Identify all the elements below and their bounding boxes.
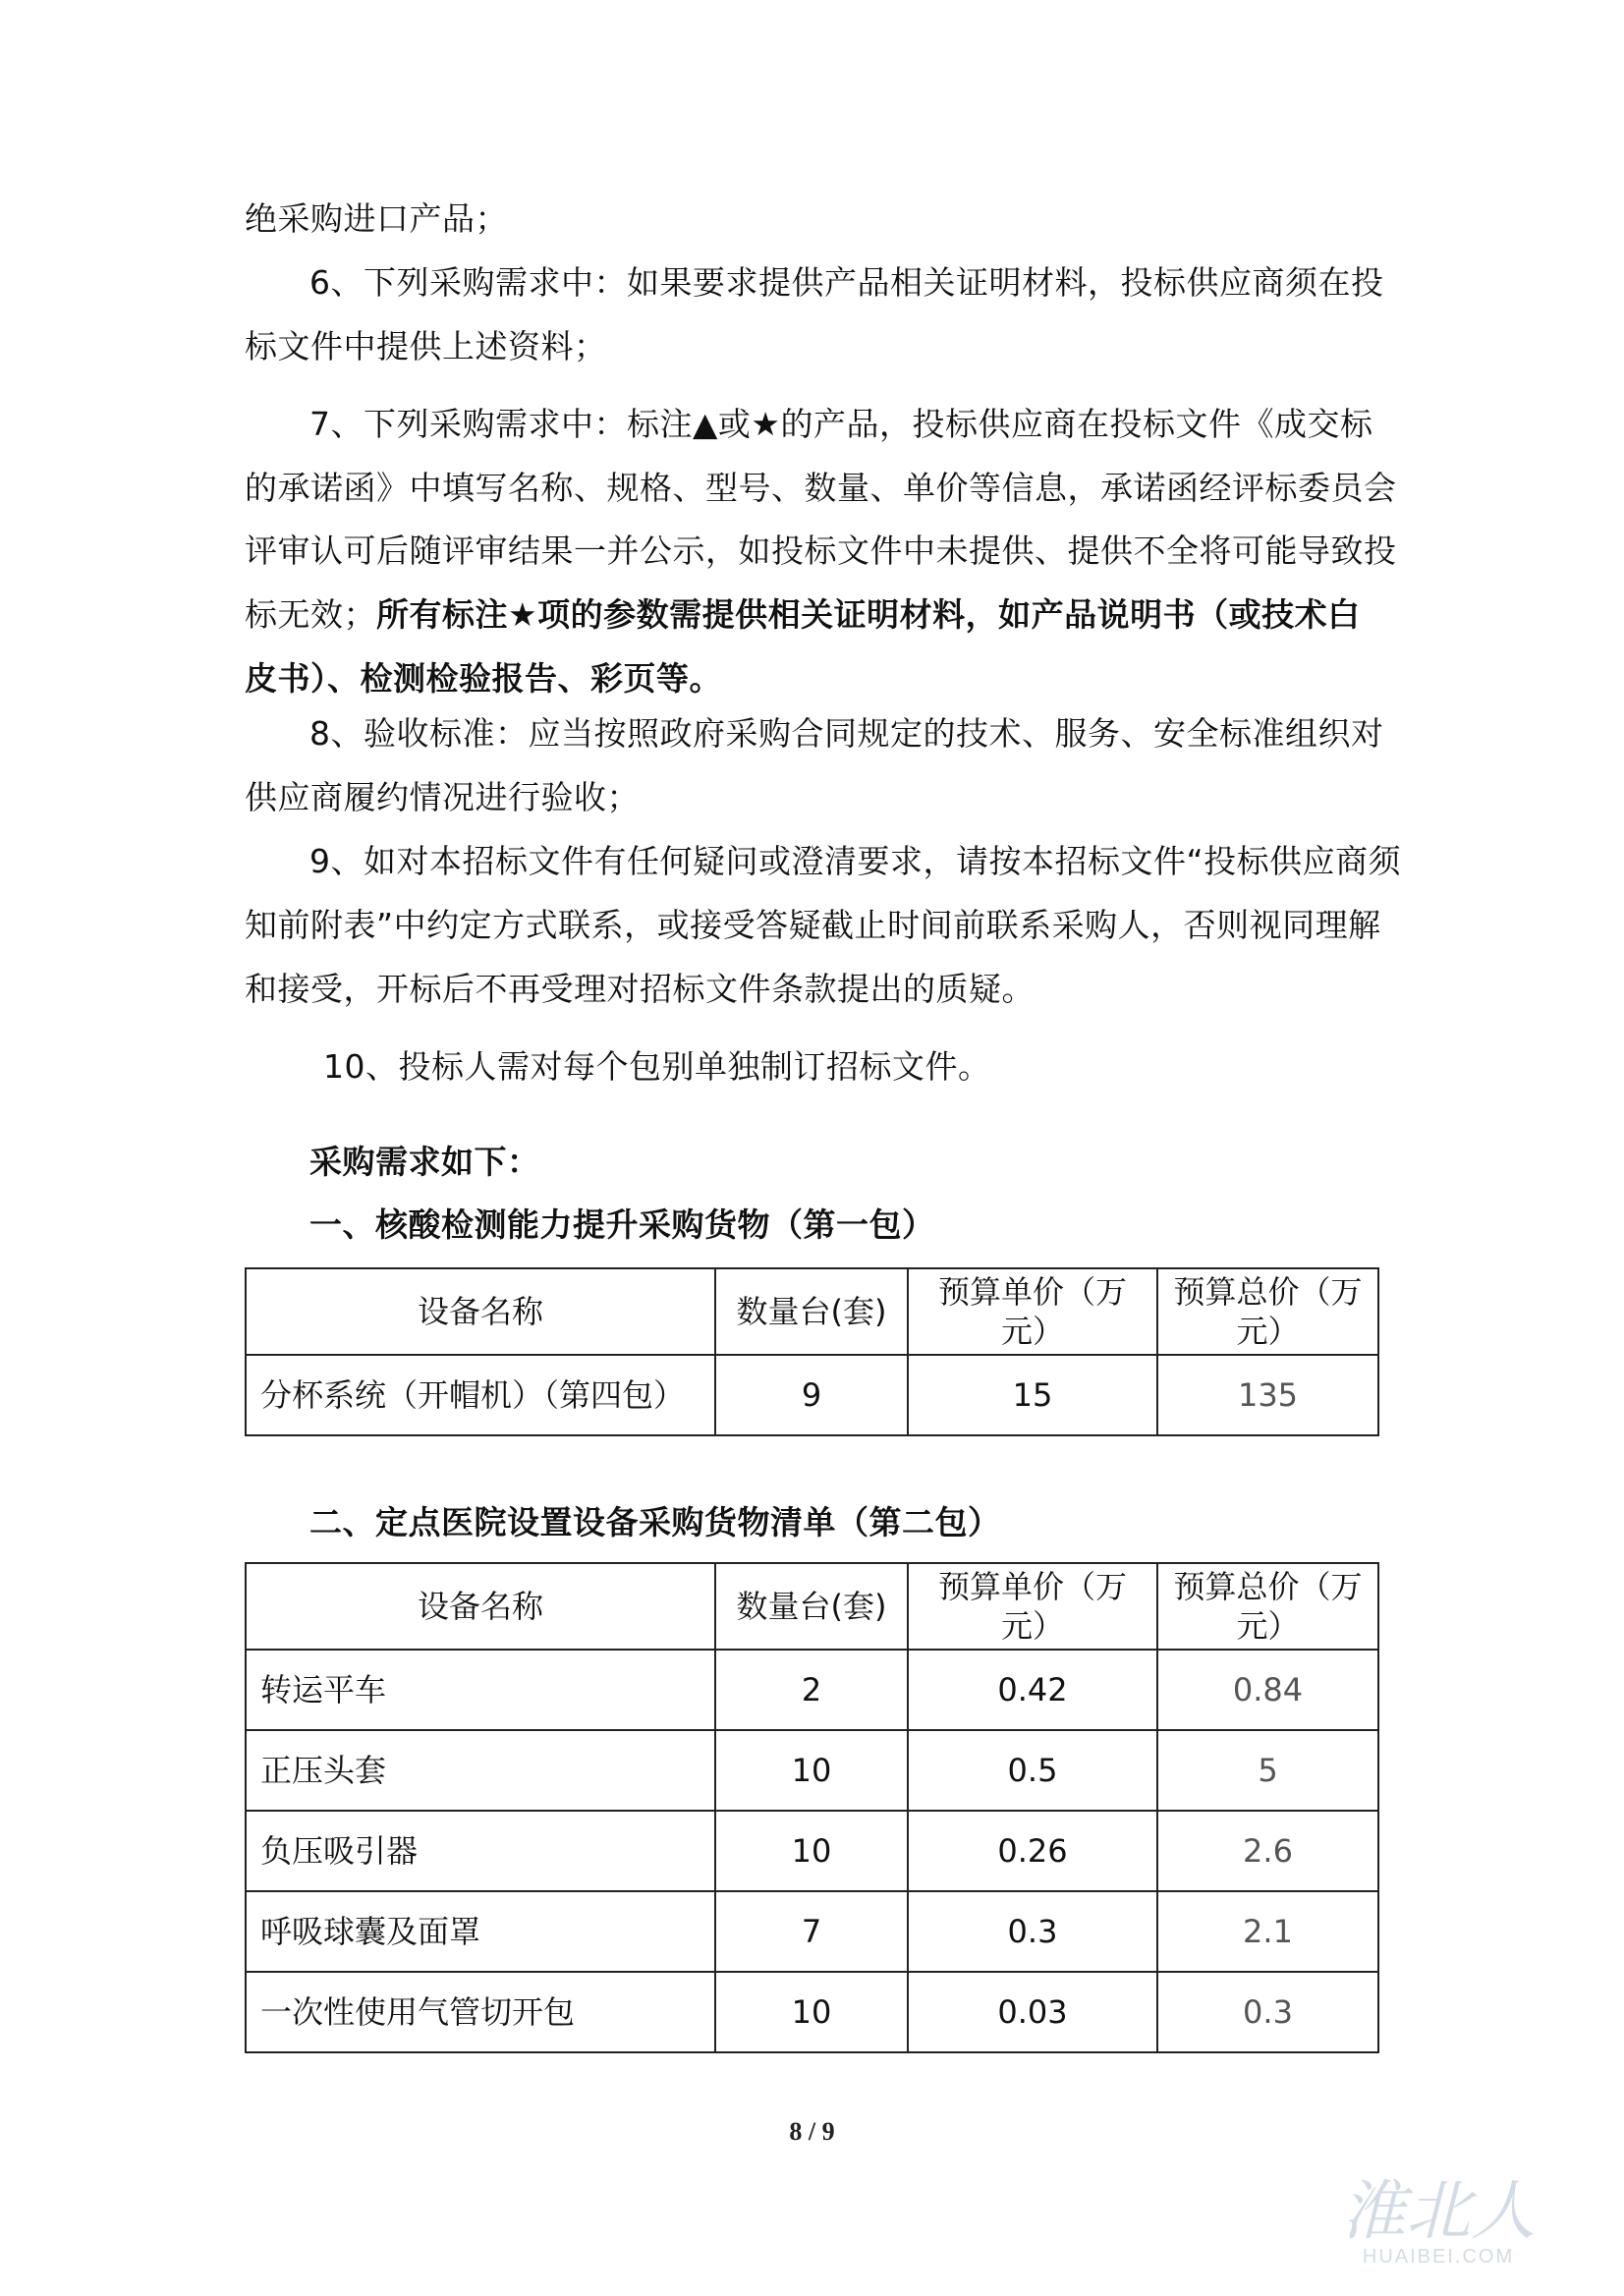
cell-unit-price: 15 xyxy=(908,1355,1157,1435)
table-row xyxy=(246,1891,1378,1972)
paragraph-7-line-4-normal: 标无效； xyxy=(245,595,376,634)
paragraph-7-line-5: 皮书）、检测检验报告、彩页等。 xyxy=(245,659,722,698)
package-2-table xyxy=(245,1562,1379,2053)
cell-total-price: 135 xyxy=(1157,1355,1378,1435)
paragraph-6-line-2: 标文件中提供上述资料； xyxy=(245,327,607,365)
table-row xyxy=(246,1972,1378,2052)
cell-name: 正压头套 xyxy=(246,1730,715,1811)
header-qty: 数量台(套) xyxy=(715,1563,908,1650)
header-unit-price: 预算单价（万元） xyxy=(908,1268,1157,1355)
cell-qty: 10 xyxy=(715,1811,908,1891)
package-1-title: 一、核酸检测能力提升采购货物（第一包） xyxy=(309,1205,935,1244)
cell-unit-price: 0.5 xyxy=(908,1730,1157,1811)
cell-name: 转运平车 xyxy=(246,1650,715,1730)
paragraph-8-line-2: 供应商履约情况进行验收； xyxy=(245,778,640,816)
paragraph-7-line-2: 的承诺函》中填写名称、规格、型号、数量、单价等信息，承诺函经评标委员会 xyxy=(245,469,1397,507)
paragraph-7-line-3: 评审认可后随评审结果一并公示，如投标文件中未提供、提供不全将可能导致投 xyxy=(245,532,1397,570)
cell-name: 负压吸引器 xyxy=(246,1811,715,1891)
table-header-row xyxy=(246,1563,1378,1650)
paragraph-9-line-2: 知前附表”中约定方式联系，或接受答疑截止时间前联系采购人，否则视同理解 xyxy=(245,906,1381,944)
cell-unit-price: 0.03 xyxy=(908,1972,1157,2052)
header-qty: 数量台(套) xyxy=(715,1268,908,1355)
cell-qty: 2 xyxy=(715,1650,908,1730)
paragraph-9-line-3: 和接受，开标后不再受理对招标文件条款提出的质疑。 xyxy=(245,970,1035,1008)
header-total-price: 预算总价（万元） xyxy=(1157,1563,1378,1650)
cell-qty: 10 xyxy=(715,1730,908,1811)
cell-total-price: 0.3 xyxy=(1157,1972,1378,2052)
paragraph-9-line-1: 9、如对本招标文件有任何疑问或澄清要求，请按本招标文件“投标供应商须 xyxy=(309,842,1402,880)
table-row xyxy=(246,1811,1378,1891)
cell-total-price: 0.84 xyxy=(1157,1650,1378,1730)
paragraph-8-line-1: 8、验收标准：应当按照政府采购合同规定的技术、服务、安全标准组织对 xyxy=(309,714,1384,753)
paragraph-7-line-4 xyxy=(245,595,1361,635)
cell-total-price: 2.1 xyxy=(1157,1891,1378,1972)
table-row xyxy=(246,1650,1378,1730)
cell-qty: 10 xyxy=(715,1972,908,2052)
cell-qty: 9 xyxy=(715,1355,908,1435)
paragraph-6-line-1: 6、下列采购需求中：如果要求提供产品相关证明材料，投标供应商须在投 xyxy=(309,263,1384,302)
package-1-table xyxy=(245,1267,1379,1436)
cell-total-price: 5 xyxy=(1157,1730,1378,1811)
paragraph-10: 10、投标人需对每个包别单独制订招标文件。 xyxy=(323,1047,991,1086)
cell-name: 一次性使用气管切开包 xyxy=(246,1972,715,2052)
header-name: 设备名称 xyxy=(246,1563,715,1650)
paragraph-7-line-4-bold: 所有标注★项的参数需提供相关证明材料，如产品说明书（或技术白 xyxy=(376,595,1361,634)
watermark-logo: 淮北人 xyxy=(1341,2173,1536,2249)
cell-name: 分杯系统（开帽机）（第四包） xyxy=(246,1355,715,1435)
paragraph-7-line-1: 7、下列采购需求中：标注▲或★的产品，投标供应商在投标文件《成交标 xyxy=(309,405,1373,443)
section-heading: 采购需求如下： xyxy=(309,1143,540,1181)
site-watermark xyxy=(1341,2173,1536,2268)
table-header-row xyxy=(246,1268,1378,1355)
cell-qty: 7 xyxy=(715,1891,908,1972)
paragraph-5-tail: 绝采购进口产品； xyxy=(245,199,508,238)
header-total-price: 预算总价（万元） xyxy=(1157,1268,1378,1355)
cell-unit-price: 0.3 xyxy=(908,1891,1157,1972)
header-name: 设备名称 xyxy=(246,1268,715,1355)
package-2-title: 二、定点医院设置设备采购货物清单（第二包） xyxy=(309,1503,1001,1541)
page-number: 8 / 9 xyxy=(789,2117,835,2146)
cell-name: 呼吸球囊及面罩 xyxy=(246,1891,715,1972)
watermark-url: HUAIBEI.COM xyxy=(1362,2246,1515,2268)
table-row xyxy=(246,1730,1378,1811)
table-row xyxy=(246,1355,1378,1435)
header-unit-price: 预算单价（万元） xyxy=(908,1563,1157,1650)
cell-unit-price: 0.42 xyxy=(908,1650,1157,1730)
cell-total-price: 2.6 xyxy=(1157,1811,1378,1891)
cell-unit-price: 0.26 xyxy=(908,1811,1157,1891)
